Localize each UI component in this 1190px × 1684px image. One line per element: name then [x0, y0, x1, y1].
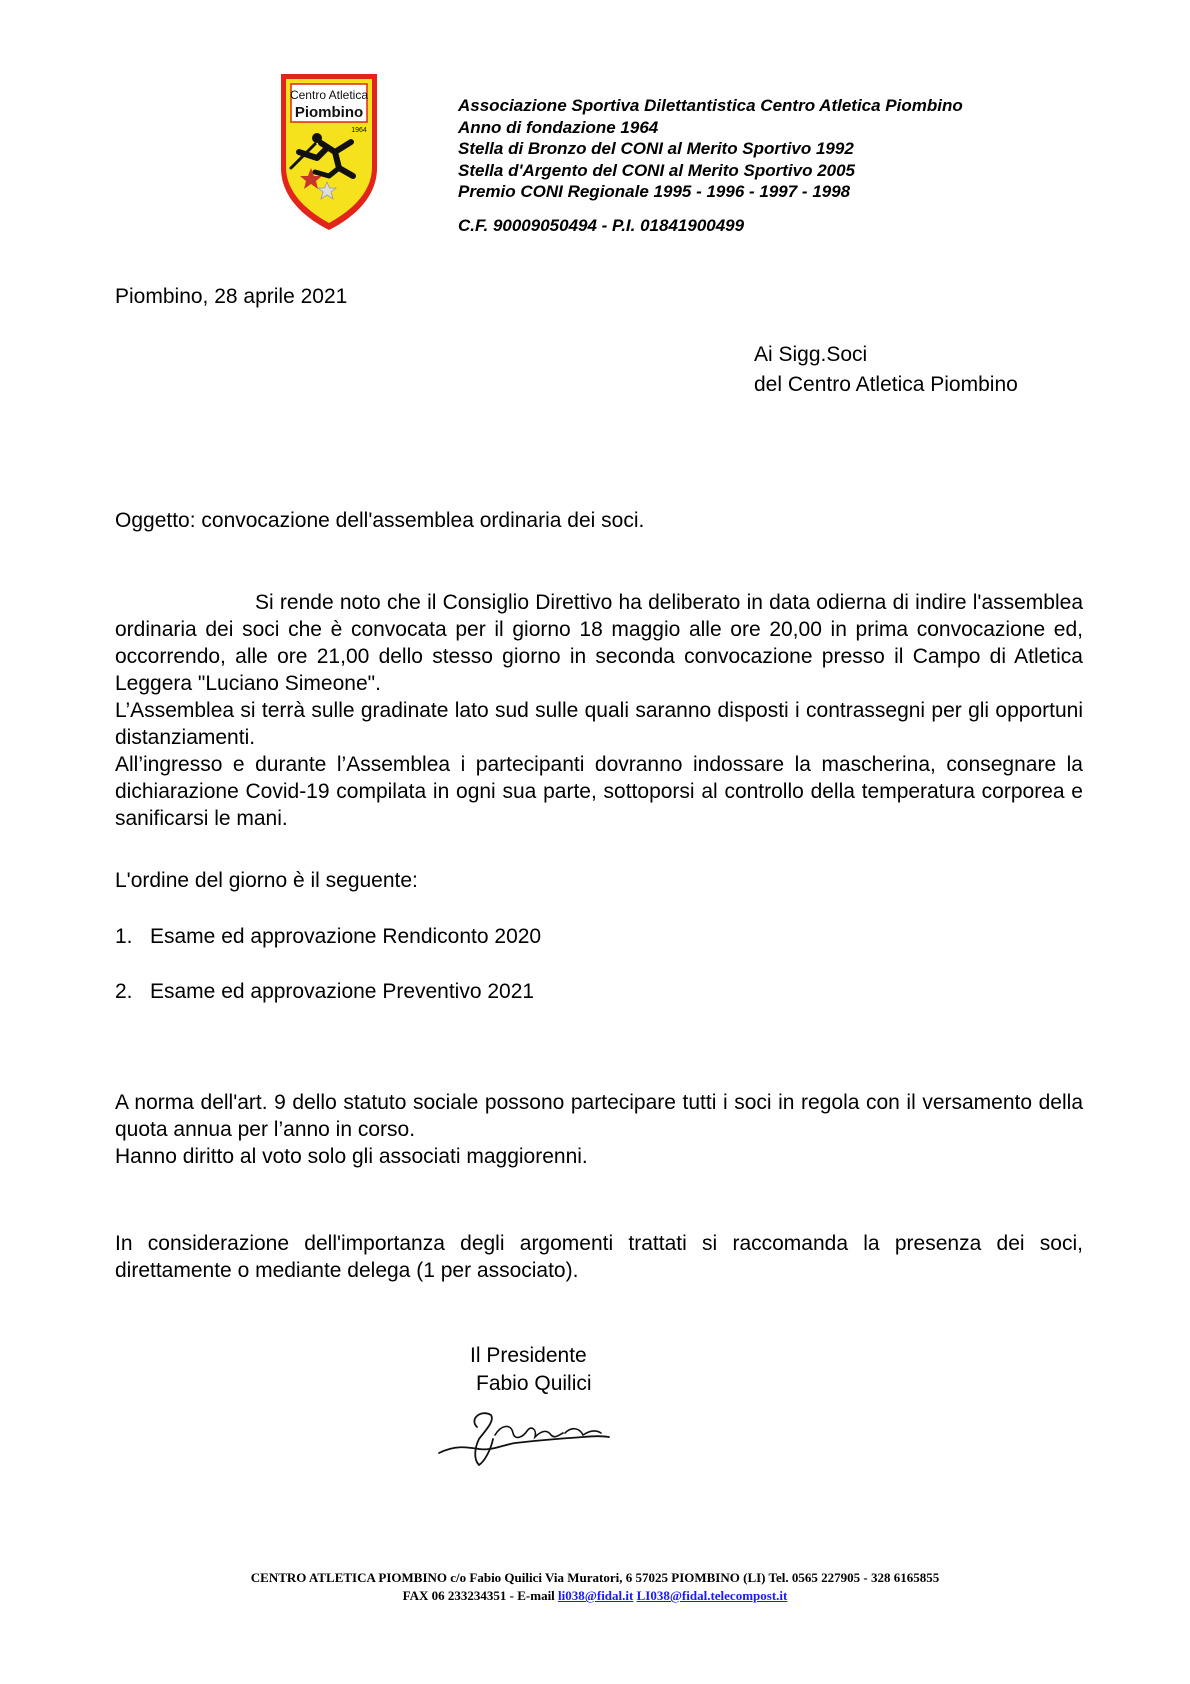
agenda-item-number: 2.	[115, 980, 133, 1003]
place-date: Piombino, 28 aprile 2021	[115, 285, 348, 308]
foundation-year: Anno di fondazione 1964	[458, 117, 659, 137]
signer-title: Il Presidente	[470, 1344, 587, 1367]
agenda-title: L'ordine del giorno è il seguente:	[115, 869, 418, 892]
email-link-1[interactable]: li038@fidal.it	[558, 1588, 634, 1603]
bronze-star-award: Stella di Bronzo del CONI al Merito Sportivo 1992	[458, 139, 854, 159]
consideration-note	[115, 1230, 1083, 1284]
fiscal-codes: C.F. 90009050494 - P.I. 01841900499	[458, 215, 745, 235]
club-logo	[277, 72, 381, 232]
logo-year: 1964	[351, 127, 367, 134]
recipient-line-1: Ai Sigg.Soci	[754, 343, 868, 366]
club-logo-shield-icon	[277, 72, 381, 232]
footer-fax: FAX 06 233234351 - E-mail	[402, 1588, 555, 1603]
signature-icon	[433, 1405, 613, 1471]
footer-address: CENTRO ATLETICA PIOMBINO c/o Fabio Quilici Via Muratori, 6 57025 PIOMBINO (LI) Tel. 0565 227905 - 328 6165855	[250, 1570, 940, 1585]
letter-footer	[0, 1569, 1190, 1605]
signer-block	[470, 1342, 592, 1398]
statute-note	[115, 1089, 1083, 1170]
footer-contacts	[0, 1587, 1190, 1605]
email-link-2[interactable]: LI038@fidal.telecompost.it	[636, 1588, 788, 1603]
body-paragraph-covid: All’ingresso e durante l’Assemblea i partecipanti dovranno indossare la mascherina, consegnare la dichiarazione Covid-19 compilata in ogni sua parte, sottoporsi al controllo della temperatura corporea e sanificarsi le mani.	[115, 753, 1083, 830]
letter-body	[115, 589, 1083, 832]
logo-name-line2: Piombino	[294, 104, 364, 121]
silver-star-award: Stella d'Argento del CONI al Merito Sportivo 2005	[458, 160, 856, 180]
agenda-item	[115, 925, 541, 949]
association-name: Associazione Sportiva Dilettantistica Centro Atletica Piombino	[458, 96, 963, 115]
body-paragraph-location: L’Assemblea si terrà sulle gradinate lato sud sulle quali saranno disposti i contrassegni per gli opportuni distanziamenti.	[115, 699, 1083, 749]
association-header	[458, 95, 1118, 237]
signer-name: Fabio Quilici	[476, 1372, 592, 1395]
statute-participation: A norma dell'art. 9 dello statuto sociale possono partecipare tutti i soci in regola con il versamento della quota annua per l’anno in corso.	[115, 1091, 1083, 1141]
agenda-item	[115, 980, 534, 1004]
statute-voting: Hanno diritto al voto solo gli associati maggiorenni.	[115, 1145, 588, 1168]
recipient-block	[754, 340, 1018, 400]
handwritten-signature	[433, 1405, 613, 1471]
recipient-line-2: del Centro Atletica Piombino	[754, 373, 1018, 396]
agenda-item-number: 1.	[115, 925, 133, 948]
body-paragraph-convocation: Si rende noto che il Consiglio Direttivo ha deliberato in data odierna di indire l'assemblea ordinaria dei soci che è convocata per il giorno 18 maggio alle ore 20,00 in prima convocazione ed, occorrendo, alle ore 21,00 dello stesso giorno in seconda convocazione presso il Campo di Atletica Leggera "Luciano Simeone".	[115, 591, 1083, 695]
agenda-item-text: Esame ed approvazione Preventivo 2021	[150, 980, 535, 1003]
agenda-item-text: Esame ed approvazione Rendiconto 2020	[150, 925, 542, 948]
consideration-text: In considerazione dell'importanza degli argomenti trattati si raccomanda la presenza dei soci, direttamente o mediante delega (1 per associato).	[115, 1232, 1083, 1282]
logo-name-line1: Centro Atletica	[289, 88, 369, 102]
letter-subject: Oggetto: convocazione dell'assemblea ordinaria dei soci.	[115, 509, 645, 532]
regional-award: Premio CONI Regionale 1995 - 1996 - 1997 - 1998	[458, 182, 851, 202]
